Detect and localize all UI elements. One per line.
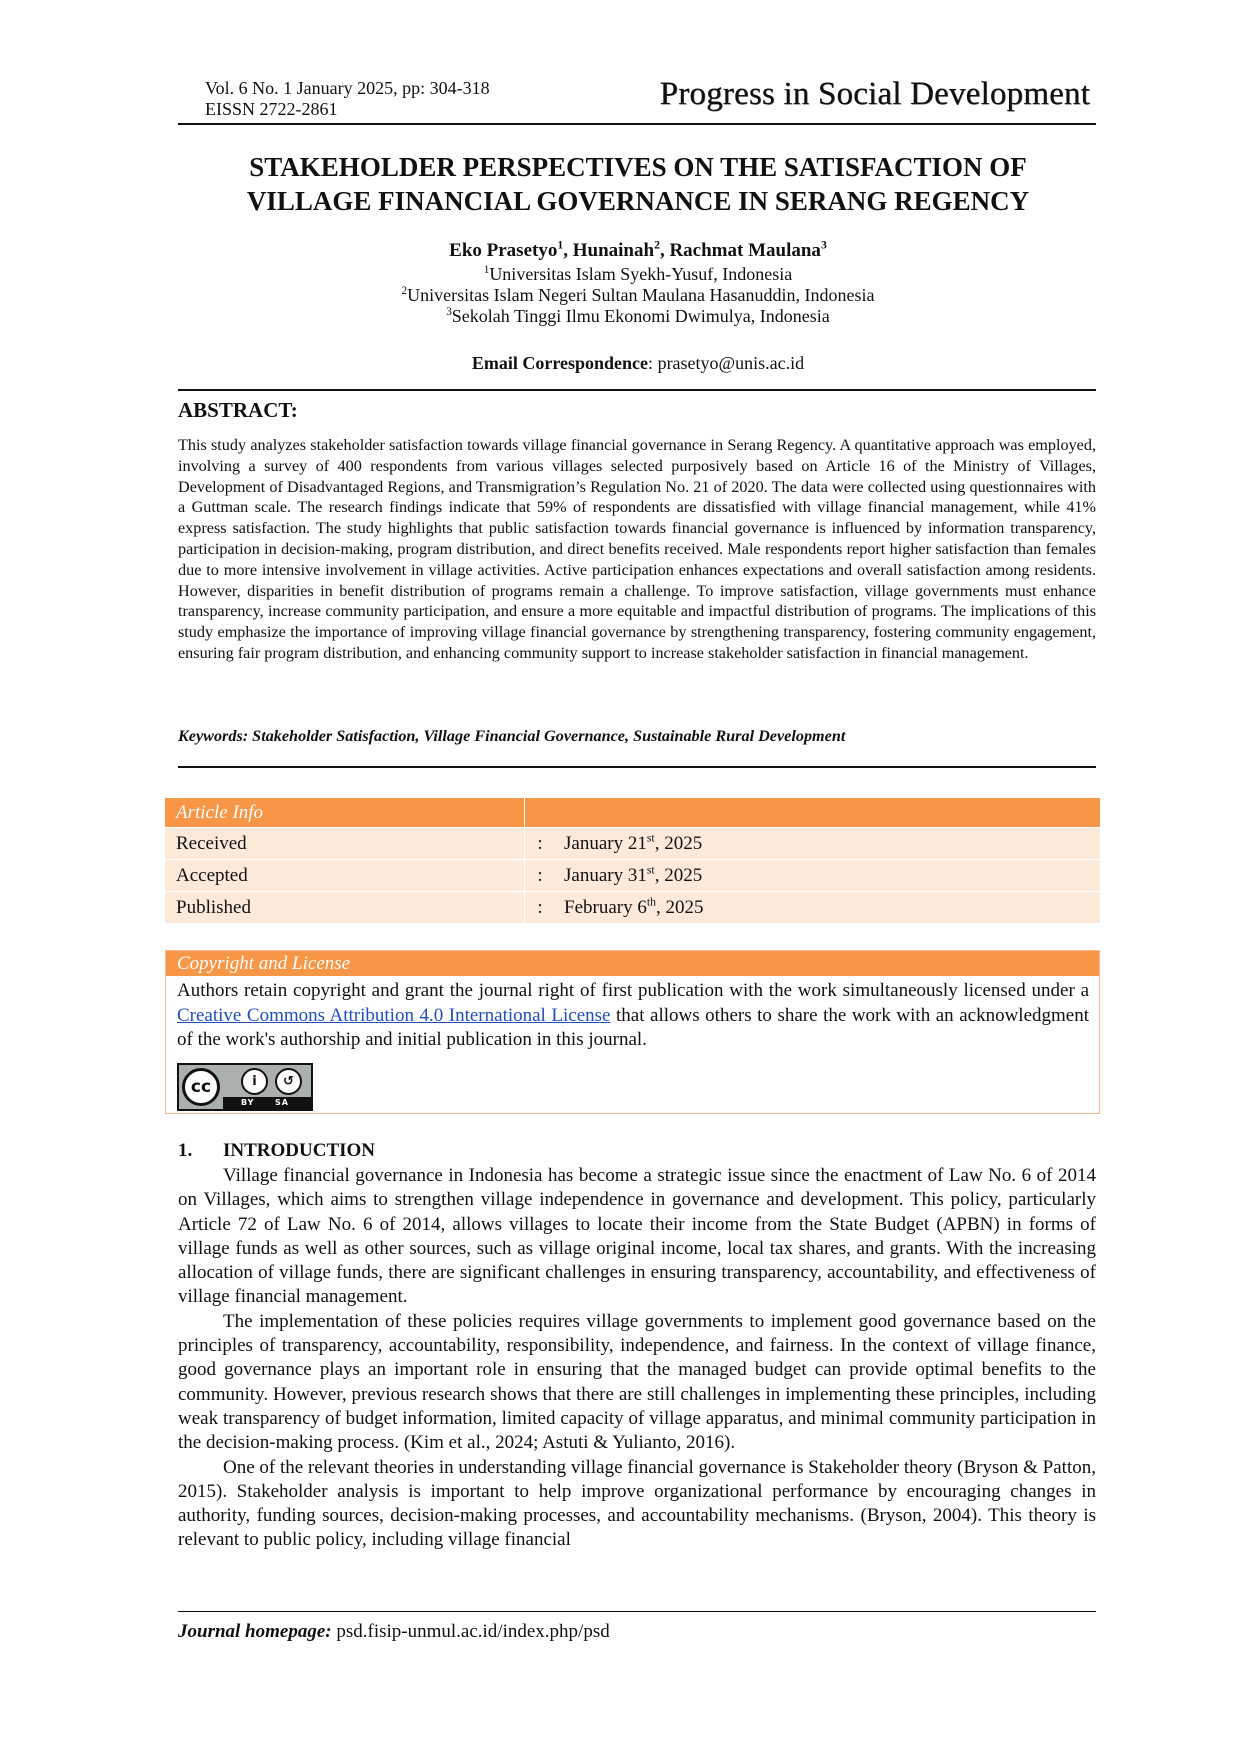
by-label: BY xyxy=(241,1097,255,1107)
article-info-row xyxy=(165,891,1100,923)
info-label: Accepted xyxy=(165,860,525,891)
author-block xyxy=(178,240,1098,327)
date-year: , 2025 xyxy=(654,864,703,886)
keywords: Keywords: Stakeholder Satisfaction, Village Financial Governance, Sustainable Rural Development xyxy=(178,727,846,745)
homepage-colon: : xyxy=(325,1621,332,1642)
author-name: Hunainah xyxy=(572,240,655,261)
cc-logo-icon: cc xyxy=(182,1068,220,1106)
email-correspondence: Email Correspondence: prasetyo@unis.ac.id xyxy=(471,353,805,373)
cc-by-sa-badge-icon[interactable] xyxy=(177,1063,313,1111)
journal-homepage xyxy=(178,1621,610,1643)
author-name: Rachmat Maulana xyxy=(669,240,821,261)
info-label: Received xyxy=(165,828,525,859)
author-name: Eko Prasetyo xyxy=(449,240,558,261)
date-year: , 2025 xyxy=(654,832,703,854)
date-sup: th xyxy=(646,895,656,909)
license-heading: Copyright and License xyxy=(166,951,1099,976)
title-line-2: VILLAGE FINANCIAL GOVERNANCE IN SERANG REGENCY xyxy=(246,186,1030,216)
affiliation-text: Sekolah Tinggi Ilmu Ekonomi Dwimulya, Indonesia xyxy=(451,306,830,326)
author-sup: 1 xyxy=(557,238,564,252)
date-text: January 21 xyxy=(564,832,647,854)
license-text xyxy=(166,976,1099,1053)
section-heading xyxy=(178,1140,375,1162)
affiliation-text: Universitas Islam Syekh-Yusuf, Indonesia xyxy=(489,264,793,284)
author-names: Eko Prasetyo$^1$, Hunainah$^2$, Rachmat Maulana$^3$ xyxy=(449,238,827,261)
date-text: January 31 xyxy=(564,864,647,886)
date-year: , 2025 xyxy=(656,896,704,918)
badge-band xyxy=(223,1097,311,1109)
abstract-heading: ABSTRACT: xyxy=(178,398,298,422)
title-line-1: STAKEHOLDER PERSPECTIVES ON THE SATISFACTION OF xyxy=(249,152,1027,182)
abstract-top-rule xyxy=(178,389,1096,391)
footer-rule xyxy=(178,1611,1096,1612)
header-rule xyxy=(178,123,1096,125)
info-separator: : xyxy=(537,864,543,886)
article-info-table xyxy=(165,798,1100,923)
introduction-body xyxy=(178,1164,1096,1553)
section-number: 1. xyxy=(178,1140,193,1161)
email-address[interactable]: prasetyo@unis.ac.id xyxy=(657,353,805,373)
info-date xyxy=(555,865,702,887)
paragraph: The implementation of these policies requires village governments to implement good governance based on the principles of transparency, accountability, responsibility, independence, and fairness. In the context of village finance, good governance plays an important role in ensuring that the managed budget can provide optimal benefits to the community. However, previous research shows that there are still challenges in implementing these principles, including weak transparency of budget information, limited capacity of village apparatus, and minimal community participation in the decision-making process. (Kim et al., 2024; Astuti & Yulianto, 2016). xyxy=(178,1310,1096,1454)
date-text: February 6 xyxy=(564,896,647,918)
date-sup: st xyxy=(646,831,655,845)
paragraph: Village financial governance in Indonesia has become a strategic issue since the enactment of Law No. 6 of 2014 on Villages, which aims to strengthen village independence in governance and development. This policy, particularly Article 72 of Law No. 6 of 2014, allows villages to locate their income from the State Budget (APBN) in forms of village funds as well as other sources, such as village original income, local tax shares, and grants. With the increasing allocation of village funds, there are significant challenges in ensuring transparency, accountability, and effectiveness of village financial management. xyxy=(178,1165,1096,1308)
copyright-license-box xyxy=(165,950,1100,1114)
author-sup: 2 xyxy=(654,238,660,252)
homepage-label: Journal homepage xyxy=(178,1621,326,1642)
eissn: EISSN 2722-2861 xyxy=(205,99,338,119)
attribution-icon: i xyxy=(241,1068,268,1095)
volume-pages: Vol. 6 No. 1 January 2025, pp: 304-318 xyxy=(205,78,490,98)
article-info-row xyxy=(165,827,1100,859)
info-label: Published xyxy=(165,892,525,923)
journal-name: Progress in Social Development xyxy=(659,76,1090,112)
info-separator: : xyxy=(537,896,543,918)
cc-license-link[interactable]: Creative Commons Attribution 4.0 International License xyxy=(177,1004,611,1026)
info-date xyxy=(555,833,702,855)
share-alike-icon: ↺ xyxy=(275,1068,302,1095)
affiliation-sup: 1 xyxy=(483,264,490,276)
article-info-heading: Article Info xyxy=(165,798,525,827)
abstract-text: This study analyzes stakeholder satisfaction towards village financial governance in Serang Regency. A quantitative approach was employed, involving a survey of 400 respondents from various villages selected purposively based on Article 16 of the Ministry of Villages, Development of Disadvantaged Regions, and Transmigration’s Regulation No. 21 of 2020. The data were collected using questionnaires with a Guttman scale. The research findings indicate that 59% of respondents are dissatisfied with village financial management, while 41% express satisfaction. The study highlights that public satisfaction towards financial governance is influenced by information transparency, participation in decision-making, program distribution, and direct benefits received. Male respondents report higher satisfaction than females due to more intensive involvement in village activities. Active participation enhances expectations and overall satisfaction among residents. However, disparities in benefit distribution of programs remain a challenge. To improve satisfaction, village governments must enhance transparency, increase community participation, and ensure a more equitable and impactful distribution of programs. The implications of this study emphasize the importance of improving village financial governance by strengthening transparency, fostering community engagement, ensuring fair program distribution, and enhancing community support to increase stakeholder satisfaction in financial management. xyxy=(178,436,1096,662)
affiliation xyxy=(178,306,1098,327)
email-label: Email Correspondence xyxy=(471,353,649,373)
date-sup: st xyxy=(646,863,655,877)
info-separator: : xyxy=(537,832,543,854)
homepage-url[interactable]: psd.fisip-unmul.ac.id/index.php/psd xyxy=(336,1621,610,1642)
affiliation-sup: 3 xyxy=(446,306,452,318)
article-info-header xyxy=(165,798,1100,827)
affiliation xyxy=(178,285,1098,306)
article-info-row xyxy=(165,859,1100,891)
affiliation-sup: 2 xyxy=(401,285,408,297)
affiliation-text: Universitas Islam Negeri Sultan Maulana Hasanuddin, Indonesia xyxy=(407,285,875,305)
license-text-before: Authors retain copyright and grant the journal right of first publication with the work simultaneously licensed under a xyxy=(177,980,1089,1001)
info-date xyxy=(555,897,704,919)
running-header-left xyxy=(205,78,490,120)
section-title: INTRODUCTION xyxy=(223,1140,376,1161)
abstract-bottom-rule xyxy=(178,766,1096,768)
license-text-after: that allows others to share the work with an acknowledgment of the work's authorship and initial publication in this journal. xyxy=(177,1004,1089,1051)
paper-title xyxy=(178,150,1098,218)
affiliation xyxy=(178,264,1098,285)
sa-label: SA xyxy=(275,1097,289,1107)
paragraph: One of the relevant theories in understanding village financial governance is Stakeholder theory (Bryson & Patton, 2015). Stakeholder analysis is important to help improve organizational performance by encouraging changes in authority, funding sources, decision-making processes, and accountability mechanisms. (Bryson, 2004). This theory is relevant to public policy, including village financial xyxy=(178,1456,1096,1551)
author-sup: 3 xyxy=(820,238,827,252)
